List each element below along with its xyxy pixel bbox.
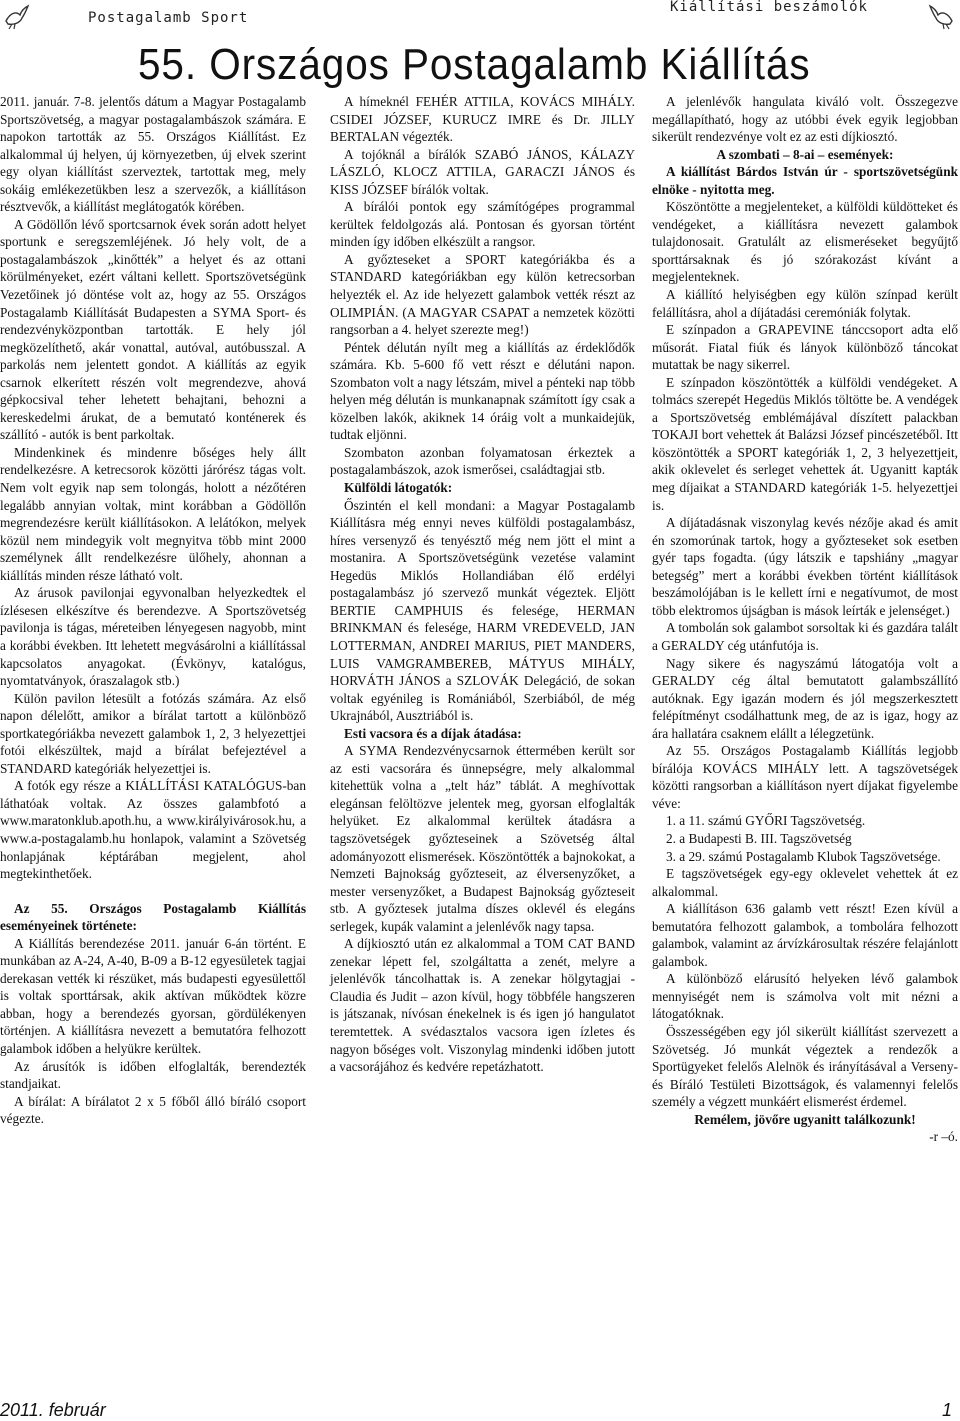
paragraph: Az árusok pavilonjai egyvonalban helyezkedtek el ízlésesen elkészítve és berendezve. A Sportszövetség pavilonja is tágas, méreteiben lényegesen nagyobb, mint a korábbi években. Itt lehetett megvásárolni a kiállítással kapcsolatos anyagokat. (Évkönyv, katalógus, nyomtatványok, óraszalagok stb.) xyxy=(0,585,306,689)
paragraph: A kiállító helyiségben egy külön színpad került felállításra, ahol a díjátadási ceremóniák folytak. xyxy=(652,287,958,320)
closing-line: Remélem, jövőre ugyanitt találkozunk! xyxy=(694,1111,916,1127)
paragraph: Összességében egy jól sikerült kiállítást szervezett a Szövetség. Jó munkát végeztek a rendezők a Sportügyeket felelős Alelnök és irányításával a Verseny- és Bíráló Testületi Bizottságok, és valamennyi felelős személy a végzett munkáért elismerést érdemel. xyxy=(652,1023,958,1110)
page-header xyxy=(0,0,960,40)
paragraph: A Kiállítás berendezése 2011. január 6-án történt. E munkában az A-24, A-40, B-09 a B-12 egyesületek tagjai derekasan vették ki részüket, más budapesti egyesülettől is voltak sporttársak, akik aktívan működtek közre abban, hogy a berendezés gyorsan, gördülékenyen történjen. A kiállításra nevezett a bemutatóra felhozott galambok időben a helyükre kerültek. xyxy=(0,935,306,1056)
subheading: Az 55. Országos Postagalamb Kiállítás eseményeinek története: xyxy=(0,900,306,934)
column-1 xyxy=(0,93,306,1128)
page-number: 1 xyxy=(941,1400,952,1420)
issue-date: 2011. február xyxy=(0,1400,106,1420)
paragraph: A kiállítást Bárdos István úr - sportszövetségünk elnöke - nyitotta meg. xyxy=(652,164,958,197)
column-2 xyxy=(330,93,635,1076)
subheading: A szombati – 8-ai – események: xyxy=(716,146,894,162)
section-left-label: Postagalamb Sport xyxy=(88,10,249,26)
paragraph: E színpadon a GRAPEVINE tánccsoport adta elő műsorát. Fiatal fiúk és lányok különböző táncokat mutattak be nagy sikerrel. xyxy=(652,322,958,373)
paragraph: Köszöntötte a megjelenteket, a külföldi küldötteket és vendégeket, a kiállításra nevezett galambok tulajdonosait. Gratulált az elismeréseket begyűjtő sporttársaknak és jó szórakozást kívánt a megjelenteknek. xyxy=(652,199,958,285)
paragraph: A díjkiosztó után ez alkalommal a TOM CAT BAND zenekar lépett fel, szolgáltatta a zenét, melyre a jelenlévők táncolhattak is. A zenekar hölgytagjai - Claudia és Judit – azon kívül, hogy többféle hangszeren is játszanak, nívósan énekelnek is és igen jó hangulatot teremtettek. A svédasztalos vacsora igen ízletes és nagyon bőséges volt. Viszonylag mindenki időben jutott a vacsorájához és kedvére repetázhatott. xyxy=(330,936,635,1075)
paragraph: A tombolán sok galambot sorsoltak ki és gazdára talált a GERALDY cég utánfutója is. xyxy=(652,620,958,653)
paragraph: A díjátadásnak viszonylag kevés nézője akad és amit én szomorúnak tartok, hogy a győzteseket sok esetben gyér taps fogadta. (úgy látszik e tapshiány „magyar betegség” mert a korábbi években történt kiállítások beszámolójában is le kellett írni e negatívumot, de most több elektromos újságban is mások leírták e jelenséget.) xyxy=(652,515,958,618)
section-right-label: Kiállítási beszámolók xyxy=(669,0,868,15)
paragraph: A tojóknál a bírálók SZABÓ JÁNOS, KÁLAZY LÁSZLÓ, KLOCZ ATTILA, GARACZI JÁNOS és KISS JÓZSEF bírálók voltak. xyxy=(330,146,635,197)
paragraph: A különböző elárusító helyeken lévő galambok mennyiségét nem is számolva volt mit nézni a látogatóknak. xyxy=(652,971,958,1022)
paragraph: Őszintén el kell mondani: a Magyar Postagalamb Kiállításra még ennyi neves külföldi postagalambász, híres versenyző és tenyésztő még nem jött el mint a mostanira. A Sportszövetségünk vezetése valamint Hegedüs Miklós Hollandiában élő erdélyi postagalambász jó szervező munkát végeztek. Eljött BERTIE CAMPHUIS és felesége, HERMAN BRINKMAN és felesége, HARM VREDEVELD, JAN LOTTERMAN, ANDREI MARIUS, PIET MANDERS, LUIS VAMGRAMBEREB, MÁTYUS MIHÁLY, HORVÁTH JÁNOS a SZLOVÁK Delegáció, de sokan voltak egyénileg is Romániából, Szerbiából, de még Ukrajnából, Ausztriából is. xyxy=(330,497,635,724)
list-item: 3. a 29. számú Postagalamb Klubok Tagszövetsége. xyxy=(666,848,941,864)
paragraph: A SYMA Rendezvénycsarnok éttermében került sor az esti vacsorára és ünnepségre, mely alkalommal kitehettük volna a „telt ház” táblát. A meghívottak elegánsan felöltözve jelentek meg, gyorsan elfoglalták helyüket. Ez alkalommal kerültek átadásra a tagszövetségek győzteseinek a Szövetség által adományozott elismerések. Köszöntötték a bajnokokat, a Nemzeti Bajnokság győzteseit, az élversenyzőket, a mester versenyzőket, a Budapest Bajnokság győzteseit stb. A győztesek jutalma díszes oklevél és elegáns serlegek, kupák valamint a jelenlévők nagy tapsa. xyxy=(330,743,635,934)
paragraph: Mindenkinek és mindenre bőséges hely állt rendelkezésre. A ketrecsorok közötti járórész tágas volt. Nem volt egyik nap sem tolongás, holott a nézőtéren legalább annyian voltak, mint korábban a Gödöllőn megrendezésre került kiállításokon. A lelátókon, melyek közül nem mindegyik volt megnyitva több mint 2000 személynek állt rendelkezésre ülőhely, ahonnan a kiállítás minden része látható volt. xyxy=(0,444,306,583)
subheading: Esti vacsora és a díjak átadása: xyxy=(344,725,522,741)
paragraph: A fotók egy része a KIÁLLÍTÁSI KATALÓGUS-ban láthatóak voltak. Az összes galambfotó a www.maratonklub.apoth.hu, a www.királyivárosok.hu, a www.a-postagalamb.hu honlapok, valamint a Szövetség honlapjának képtárában megjelent, ahol megtekinthetőek. xyxy=(0,778,306,882)
dove-icon xyxy=(928,3,956,31)
paragraph: A bírálat: A bírálatot 2 x 5 főből álló bíráló csoport végezte. xyxy=(0,1093,306,1127)
paragraph: E színpadon köszöntötték a külföldi vendégeket. A tolmács szerepét Hegedüs Miklós töltötte be. A vendégek a Sportszövetség emblémájával díszített palackban TOKAJI bort vehettek át Balázsi József pincészetéből. Itt köszöntötték a SPORT kategóriák 1, 2, 3 helyezettjeit, akik oklevelet és serleget vehettek át. Ugyanitt kapták meg díjaikat a STANDARD kategóriák 1-5. helyezettjei is. xyxy=(652,374,958,513)
paragraph: Szombaton azonban folyamatosan érkeztek a postagalambászok, azok ismerősei, családtagjai stb. xyxy=(330,444,635,478)
paragraph: 2011. január. 7-8. jelentős dátum a Magyar Postagalamb Sportszövetség, a magyar postagalambászok számára. E napokon tartották az 55. Országos Kiállítást. Ez alkalommal új helyen, új környezetben, új elvek szerint egy olyan kiállítást szerveztek, tartottak meg, mely sokáig emlékezetükben lesz a szervezők, a kiállításon résztvevők, a kiállítást meglátogatók körében. xyxy=(0,94,306,215)
subheading: Külföldi látogatók: xyxy=(344,480,453,496)
article-title: 55. Országos Postagalamb Kiállítás xyxy=(138,40,811,89)
paragraph: Péntek délután nyílt meg a kiállítás az érdeklődők számára. Kb. 5-600 fő vett részt e délutáni napon. Szombaton volt a nagy létszám, mivel a pénteki nap több helyen még délután is munkanapnak számított így csak a közelben lakók, akiknek 14 óráig volt a munkaidejük, tudtak eljönni. xyxy=(330,339,635,443)
paragraph: A hímeknél FEHÉR ATTILA, KOVÁCS MIHÁLY. CSIDEI JÓZSEF, KURUCZ IMRE és Dr. JILLY BERTALAN végezték. xyxy=(330,94,635,145)
paragraph: Nagy sikere és nagyszámú látogatója volt a GERALDY cég által bemutatott galambszállító autóknak. Egy igazán modern és jól megszerkesztett felépítményt csodálhattunk meg, de az is igaz, hogy az ára hallatára csaknem elállt a lélegzetünk. xyxy=(652,655,958,741)
list-item: 1. a 11. számú GYŐRI Tagszövetség. xyxy=(666,813,866,829)
paragraph: A győzteseket a SPORT kategóriákba és a STANDARD kategóriákban egy külön ketrecsorban helyezték el. Az ide helyezett galambok vették részt az OLIMPIÁN. (A MAGYAR CSAPAT a nemzetek közötti rangsorban a 4. helyet szerezte meg!) xyxy=(330,251,635,338)
paragraph: Az 55. Országos Postagalamb Kiállítás legjobb bírálója KOVÁCS MIHÁLY lett. A tagszövetségek közötti rangsorban a kiállításon nyert díjakat figyelembe véve: xyxy=(652,743,958,811)
column-3 xyxy=(652,93,958,1146)
paragraph: A Gödöllőn lévő sportcsarnok évek során adott helyet sportunk e seregszemléjének. Jó hely volt, de a postagalambászok „kinőtték” a helyet és az ottani körülményeket, ezért váltani kellett. Sportszövetségünk Vezetőinek jó döntése volt az, hogy az 55. Országos Postagalamb Kiállítását Budapesten a SYMA Sport- és rendezvényközpontban tartották. E hely jól megközelíthető, akár vonattal, autóval, autóbusszal. A parkolás nem jelentett gondot. A kiállítás az egyik csarnok elkerített részén volt megrendezve, ahová gépkocsival teher lehetett behajtani, behozni a kereskedelmi árukat, de a bemutató konténerek és szállító - autók is bent parkoltak. xyxy=(0,216,306,443)
paragraph: Külön pavilon létesült a fotózás számára. Az első napon délelőtt, amikor a bírálat tartott a különböző sportkategóriákba nevezett galambok 1, 2, 3 helyezettjei fotói elkészültek, majd a bírálat befejeztével a STANDARD kategóriák helyezettjei is. xyxy=(0,690,306,776)
paragraph: E tagszövetségek egy-egy oklevelet vehettek át ez alkalommal. xyxy=(652,866,958,899)
paragraph: A jelenlévők hangulata kiváló volt. Összegezve megállapítható, hogy az utóbbi évek egyik legjobban sikerült rendezvénye volt ez az esti díjkiosztó. xyxy=(652,94,958,145)
paragraph: A bírálói pontok egy számítógépes programmal kerültek feldolgozás alá. Pontosan és gyorsan történt minden így időben elkészült a rangsor. xyxy=(330,199,635,250)
author-signature: -r –ó. xyxy=(929,1129,958,1145)
paragraph: Az árusítók is időben elfoglalták, berendezték standjaikat. xyxy=(0,1058,306,1092)
dove-icon xyxy=(2,3,30,31)
paragraph: A kiállításon 636 galamb vett részt! Ezen kívül a bemutatóra felhozott galambok, a tombolára felhozott galambok, valamint az árvízkárosultak részére felajánlott galambok. xyxy=(652,901,958,969)
list-item: 2. a Budapesti B. III. Tagszövetség xyxy=(666,830,852,846)
